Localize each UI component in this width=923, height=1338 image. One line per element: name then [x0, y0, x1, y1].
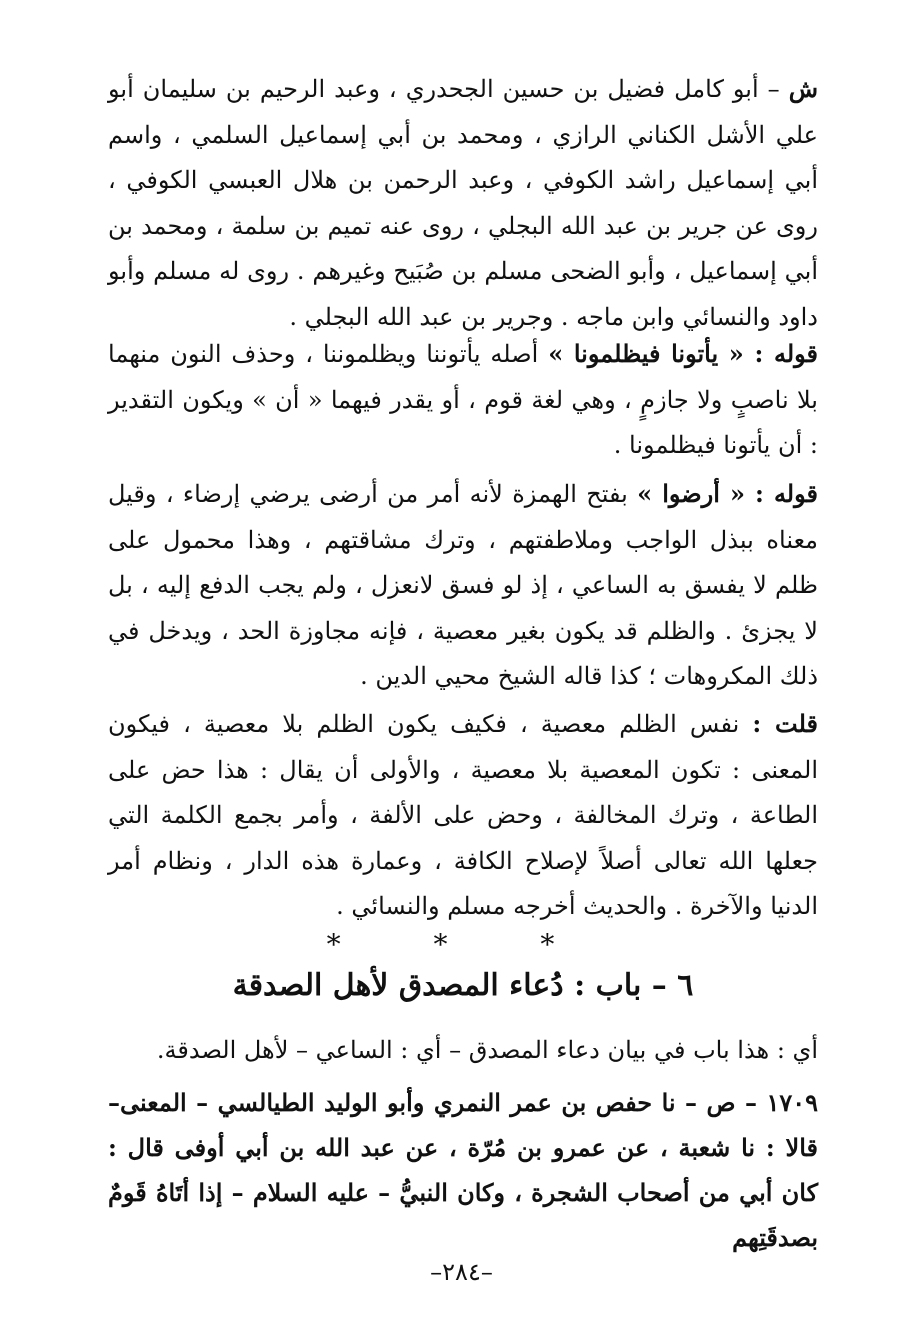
paragraph-lead: قلت : [752, 709, 818, 738]
chapter-intro: أي : هذا باب في بيان دعاء المصدق – أي : الساعي – لأهل الصدقة. [156, 1036, 818, 1064]
paragraph-body: – أبو كامل فضيل بن حسين الجحدري ، وعبد الرحيم بن سليمان أبو علي الأشل الكناني الرازي ، ومحمد بن أبي إسماعيل السلمي ، واسم أبي إسماعيل راشد الكوفي ، وعبد الرحمن بن هلال العبسي الكوفي ، روى عن جرير بن عبد الله البجلي ، روى عنه تميم بن سلمة ، ومحمد بن أبي إسماعيل ، وأبو الضحى مسلم بن صُبَيح وغيرهم . روى له مسلم وأبو داود والنسائي وابن ماجه . وجرير بن عبد الله البجلي . [108, 75, 818, 331]
paragraph-body: أصله يأتوننا ويظلموننا ، وحذف النون منهما بلا ناصبٍ ولا جازمٍ ، وهي لغة قوم ، أو يقدر فيهما « أن » ويكون التقدير : أن يأتونا فيظلمونا . [108, 340, 818, 459]
section-separator: * * * [326, 928, 597, 961]
paragraph-author-note [108, 701, 818, 930]
hadith-text: ١٧٠٩ – ص – نا حفص بن عمر النمري وأبو الوليد الطيالسي – المعنى– قالا : نا شعبة ، عن عمرو بن مُرّة ، عن عبد الله بن أبي أوفى قال : كان أبي من أصحاب الشجرة ، وكان النبيُّ – عليه السلام – إذا أتَاهُ قَومٌ بصدقَتِهم [108, 1088, 818, 1252]
paragraph-lead: ش [788, 74, 818, 103]
paragraph-lead: قوله : « يأتونا فيظلمونا » [548, 339, 819, 368]
paragraph-lead: قوله : « أرضوا » [637, 479, 818, 508]
paragraph-body: نفس الظلم معصية ، فكيف يكون الظلم بلا معصية ، فيكون المعنى : تكون المعصية بلا معصية ، والأولى أن يقال : هذا حض على الطاعة ، وترك المخالفة ، وحض على الألفة ، وأمر بجمع الكلمة التي جعلها الله تعالى أصلاً لإصلاح الكافة ، وعمارة هذه الدار ، ونظام أمر الدنيا والآخرة . والحديث أخرجه مسلم والنسائي . [108, 710, 818, 920]
chapter-title: ٦ – باب : دُعاء المصدق لأهل الصدقة [232, 968, 694, 1003]
paragraph-commentary-yatuna [108, 331, 818, 469]
paragraph-narrators [108, 66, 818, 340]
paragraph-body: بفتح الهمزة لأنه أمر من أرضى يرضي إرضاء ، وقيل معناه ببذل الواجب وملاطفتهم ، وترك مشاقتهم ، وهذا محمول على ظلم لا يفسق به الساعي ، إذ لو فسق لانعزل ، ولم يجب الدفع إليه ، بل لا يجزئ . والظلم قد يكون بغير معصية ، فإنه مجاوزة الحد ، ويدخل في ذلك المكروهات ؛ كذا قاله الشيخ محيي الدين . [108, 480, 818, 690]
paragraph-commentary-ardu [108, 471, 818, 700]
page-number: –٢٨٤– [430, 1258, 493, 1286]
